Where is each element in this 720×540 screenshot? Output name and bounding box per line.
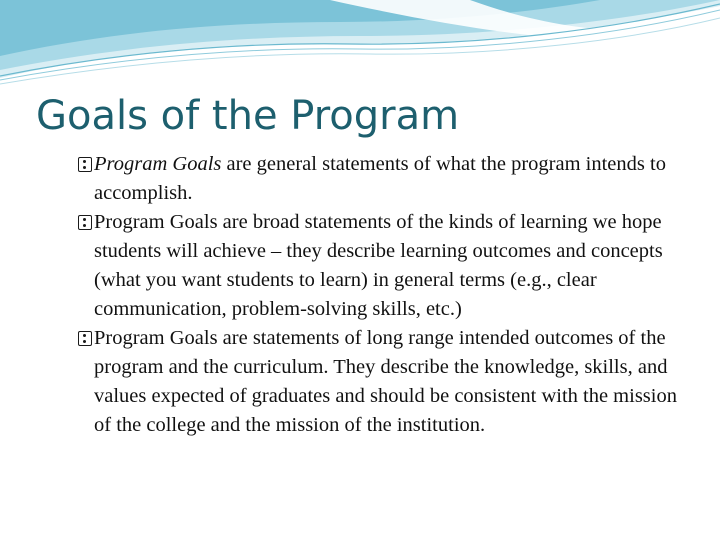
missing-glyph-box-icon [78, 215, 92, 230]
slide-title: Goals of the Program [36, 93, 460, 139]
bullet-item [78, 324, 678, 440]
bullet-text: Program Goals are broad statements of the kinds of learning we hope students will achieve – they describe learning outcomes and concepts (what you want students to learn) in general terms (e.g., clear communication, problem-solving skills, etc.) [94, 211, 663, 320]
missing-glyph-box-icon [78, 331, 92, 346]
missing-glyph-box-icon [78, 157, 92, 172]
bullet-text: Program Goals are statements of long range intended outcomes of the program and the curriculum. They describe the knowledge, skills, and values expected of graduates and should be consistent with the mission of the college and the mission of the institution. [94, 327, 677, 436]
header-wave-decoration [0, 0, 720, 90]
bullet-text: are general statements of what the program intends to accomplish. [94, 153, 666, 204]
bullet-item [78, 208, 678, 324]
bullet-item [78, 150, 678, 208]
bullet-list [78, 150, 678, 440]
bullet-lead: Program Goals [94, 153, 222, 175]
